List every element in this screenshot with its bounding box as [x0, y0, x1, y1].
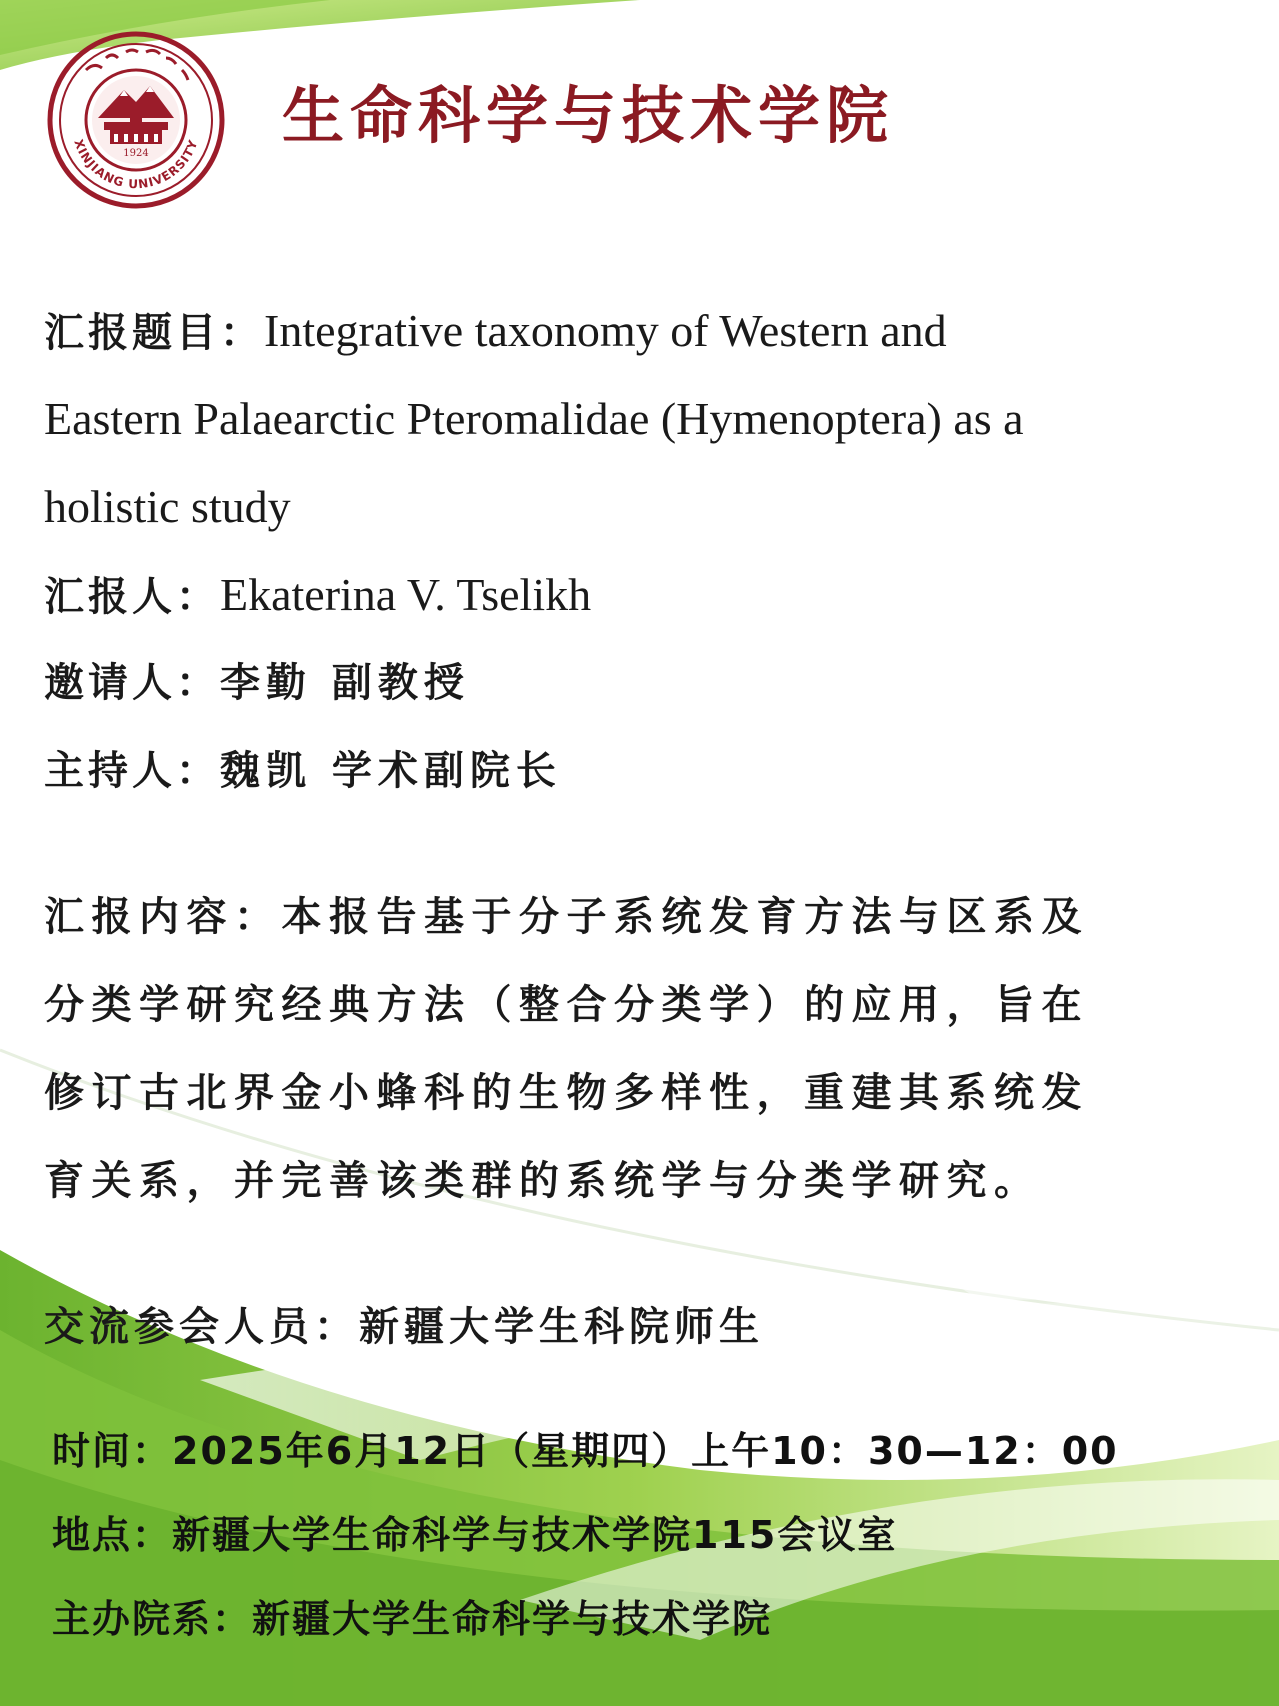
organizer-line: 主办院系：新疆大学生命科学与技术学院 [52, 1597, 773, 1641]
inviter-name: 李勤 副教授 [220, 659, 470, 706]
topic-text-3: holistic study [44, 481, 291, 532]
venue-line: 地点：新疆大学生命科学与技术学院115会议室 [52, 1513, 898, 1557]
college-title: 生命科学与技术学院 [282, 79, 895, 152]
topic-line-2 [44, 394, 1024, 446]
content-line-1: 汇报内容：本报告基于分子系统发育方法与区系及 [44, 893, 1089, 940]
speaker-line [44, 570, 591, 622]
speaker-name: Ekaterina V. Tselikh [220, 569, 592, 620]
time-line: 时间：2025年6月12日（星期四）上午10：30—12：00 [52, 1429, 1119, 1473]
university-logo [46, 30, 226, 210]
content-line-2: 分类学研究经典方法（整合分类学）的应用，旨在 [44, 981, 1089, 1028]
topic-label: 汇报题目： [44, 309, 264, 356]
inviter-label: 邀请人： [44, 659, 220, 706]
topic-text-1: Integrative taxonomy of Western and [264, 305, 947, 356]
logo-year: 1924 [123, 148, 149, 159]
inviter-line [44, 658, 470, 708]
topic-text-2: Eastern Palaearctic Pteromalidae (Hymenoptera) as a [44, 393, 1024, 444]
host-label: 主持人： [44, 747, 220, 794]
participants-line: 交流参会人员：新疆大学生科院师生 [44, 1303, 764, 1350]
speaker-label: 汇报人： [44, 573, 220, 620]
logo-ring-text: XINJIANG UNIVERSITY [71, 137, 201, 192]
topic-line-3 [44, 482, 291, 534]
host-name: 魏凯 学术副院长 [220, 747, 562, 794]
content-line-4: 育关系，并完善该类群的系统学与分类学研究。 [44, 1157, 1042, 1204]
topic-line-1 [44, 306, 947, 358]
host-line [44, 746, 562, 796]
content-line-3: 修订古北界金小蜂科的生物多样性，重建其系统发 [44, 1069, 1089, 1116]
